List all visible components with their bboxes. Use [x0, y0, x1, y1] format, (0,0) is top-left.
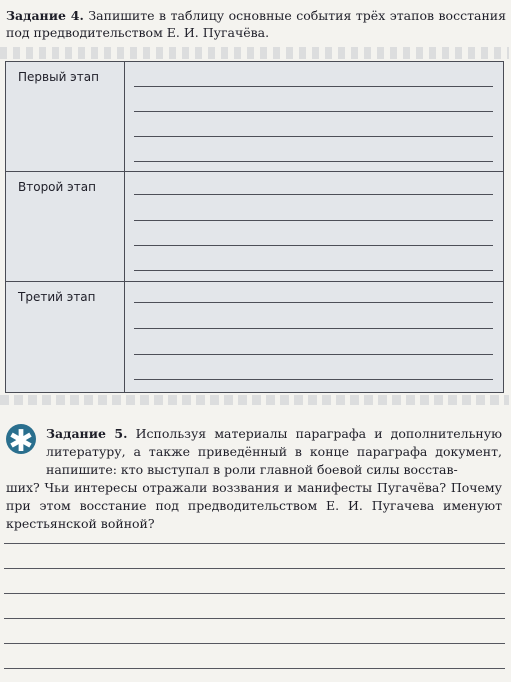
table-row-stage-2 [6, 172, 503, 282]
answer-line[interactable] [134, 302, 493, 303]
answer-line[interactable] [4, 618, 505, 619]
asterisk-star-icon: ✱ [6, 424, 36, 454]
answer-line[interactable] [134, 270, 493, 271]
task-5-first-part [6, 425, 502, 479]
task-4-number: Задание 4. [6, 8, 84, 23]
stage-1-label: Первый этап [18, 70, 99, 84]
stage-2-label: Второй этап [18, 180, 96, 194]
task-5-instruction-rest: ших? Чьи интересы отражали воззвания и манифесты Пугачёва? Почему при этом восстание под предводительством Е. И. Пугачева именуют крестьянской войной? [6, 480, 502, 531]
answer-line[interactable] [4, 593, 505, 594]
task-4-instruction: Запишите в таблицу основные события трёх этапов восстания под предводительством Е. И. Пугачёва. [6, 8, 506, 40]
answer-line[interactable] [134, 111, 493, 112]
answer-line[interactable] [134, 354, 493, 355]
task-5-instruction-first: Используя материалы параграфа и дополнительную литературу, а также приведённый в конце параграфа документ, напишите: кто выступал в роли главной боевой силы восстав- [46, 426, 502, 477]
answer-line[interactable] [4, 643, 505, 644]
task-5-number: Задание 5. [46, 426, 128, 441]
answer-line[interactable] [134, 379, 493, 380]
answer-line[interactable] [134, 86, 493, 87]
answer-line[interactable] [134, 161, 493, 162]
answer-line[interactable] [134, 136, 493, 137]
stage-3-label: Третий этап [18, 290, 96, 304]
table-row-stage-1 [6, 62, 503, 172]
answer-line[interactable] [134, 328, 493, 329]
table-row-stage-3 [6, 282, 503, 392]
answer-line[interactable] [4, 668, 505, 669]
task-4-text [6, 7, 506, 41]
answer-line[interactable] [134, 245, 493, 246]
answer-line[interactable] [134, 194, 493, 195]
answer-line[interactable] [134, 220, 493, 221]
stages-table [5, 61, 504, 393]
task-5-text [6, 425, 502, 533]
answer-line[interactable] [4, 568, 505, 569]
answer-line[interactable] [4, 543, 505, 544]
